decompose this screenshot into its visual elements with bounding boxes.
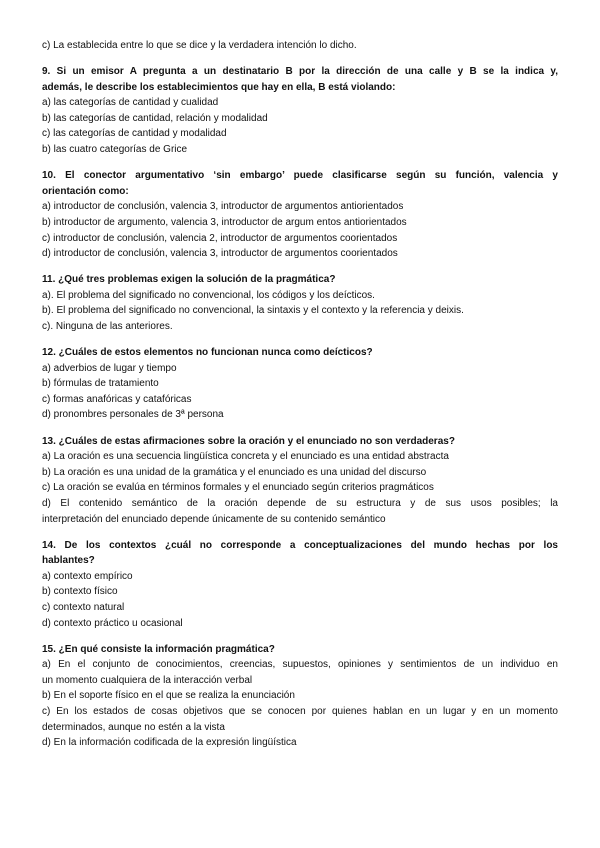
option-line: b) contexto físico: [42, 586, 118, 598]
option-line: d) En la información codificada de la expresión lingüística: [42, 737, 297, 749]
question-10: [42, 168, 558, 262]
option-line: a) las categorías de cantidad y cualidad: [42, 97, 219, 109]
question-15-title: [42, 642, 558, 658]
question-9: [42, 64, 558, 158]
option-line: un momento cualquiera de la interacción verbal: [42, 674, 253, 686]
option-line: c) formas anafóricas y catafóricas: [42, 393, 192, 405]
document-content: [42, 38, 558, 751]
option-line: c) contexto natural: [42, 602, 125, 613]
question-line: 12. ¿Cuáles de estos elementos no funcionan nunca como deícticos?: [42, 347, 373, 359]
question-line: 15. ¿En qué consiste la información pragmática?: [42, 643, 275, 655]
question-line: 13. ¿Cuáles de estas afirmaciones sobre la oración y el enunciado no son verdaderas?: [42, 435, 455, 447]
option-line: c) las categorías de cantidad y modalidad: [42, 128, 227, 140]
question-15: [42, 642, 558, 751]
question-line: además, le describe los establecimientos que hay en ella, B está violando:: [42, 81, 396, 93]
question-10-title: [42, 168, 558, 199]
option-line: b) fórmulas de tratamiento: [42, 378, 159, 390]
option-line: b) las categorías de cantidad, relación y modalidad: [42, 112, 268, 124]
option-line: b). El problema del significado no convencional, la sintaxis y el contexto y la referencia y deixis.: [42, 305, 464, 317]
question-line: 14. De los contextos ¿cuál no corresponde a conceptualizaciones del mundo hechas por los: [42, 539, 558, 551]
option-line: d) pronombres personales de 3ª persona: [42, 409, 224, 421]
option-line: b) introductor de argumento, valencia 3, introductor de argum entos antiorientados: [42, 216, 407, 228]
question-line: 11. ¿Qué tres problemas exigen la solución de la pragmática?: [42, 274, 336, 286]
option-line: determinados, aunque no estén a la vista: [42, 721, 225, 733]
option-line: d) introductor de conclusión, valencia 3, introductor de argumentos coorientados: [42, 248, 398, 260]
question-14-title: [42, 538, 558, 569]
question-13-title: [42, 434, 558, 450]
option-line: interpretación del enunciado depende únicamente de su contenido semántico: [42, 513, 386, 525]
option-line: b) las cuatro categorías de Grice: [42, 144, 188, 156]
question-12-title: [42, 345, 558, 361]
option-line: d) contexto práctico u ocasional: [42, 617, 183, 629]
question-12: [42, 345, 558, 423]
option-line: a) En el conjunto de conocimientos, creencias, supuestos, opiniones y sentimientos de un individuo en: [42, 659, 558, 671]
question-line: orientación como:: [42, 185, 129, 197]
question-9-title: [42, 64, 558, 95]
question-11-title: [42, 272, 558, 288]
option-line: b) En el soporte físico en el que se realiza la enunciación: [42, 690, 295, 702]
option-line: c) La oración se evalúa en términos formales y el enunciado según criterios pragmáticos: [42, 482, 434, 494]
option-line: c) introductor de conclusión, valencia 2, introductor de argumentos coorientados: [42, 232, 398, 244]
option-line: a) La oración es una secuencia lingüística concreta y el enunciado es una entidad abstracta: [42, 451, 449, 463]
option-line: c) En los estados de cosas objetivos que se conocen por quienes hablan en un lugar y en un momento: [42, 706, 558, 718]
question-line: 9. Si un emisor A pregunta a un destinatario B por la dirección de una calle y B se la indica y,: [42, 66, 558, 78]
option-line: a) adverbios de lugar y tiempo: [42, 362, 177, 374]
option-line: c). Ninguna de las anteriores.: [42, 321, 173, 332]
option-line: d) El contenido semántico de la oración depende de su estructura y de sus usos posibles; la: [42, 497, 558, 509]
option-line: a) contexto empírico: [42, 570, 133, 582]
intro-line: c) La establecida entre lo que se dice y la verdadera intención lo dicho.: [42, 40, 357, 51]
option-line: b) La oración es una unidad de la gramática y el enunciado es una unidad del discurso: [42, 466, 427, 478]
option-line: a). El problema del significado no convencional, los códigos y los deícticos.: [42, 289, 375, 301]
question-line: hablantes?: [42, 555, 95, 567]
question-line: 10. El conector argumentativo ‘sin embargo’ puede clasificarse según su función, valencia y: [42, 170, 558, 182]
question-14: [42, 538, 558, 632]
question-11: [42, 272, 558, 334]
question-13: [42, 434, 558, 528]
option-line: a) introductor de conclusión, valencia 3, introductor de argumentos antiorientados: [42, 201, 404, 213]
